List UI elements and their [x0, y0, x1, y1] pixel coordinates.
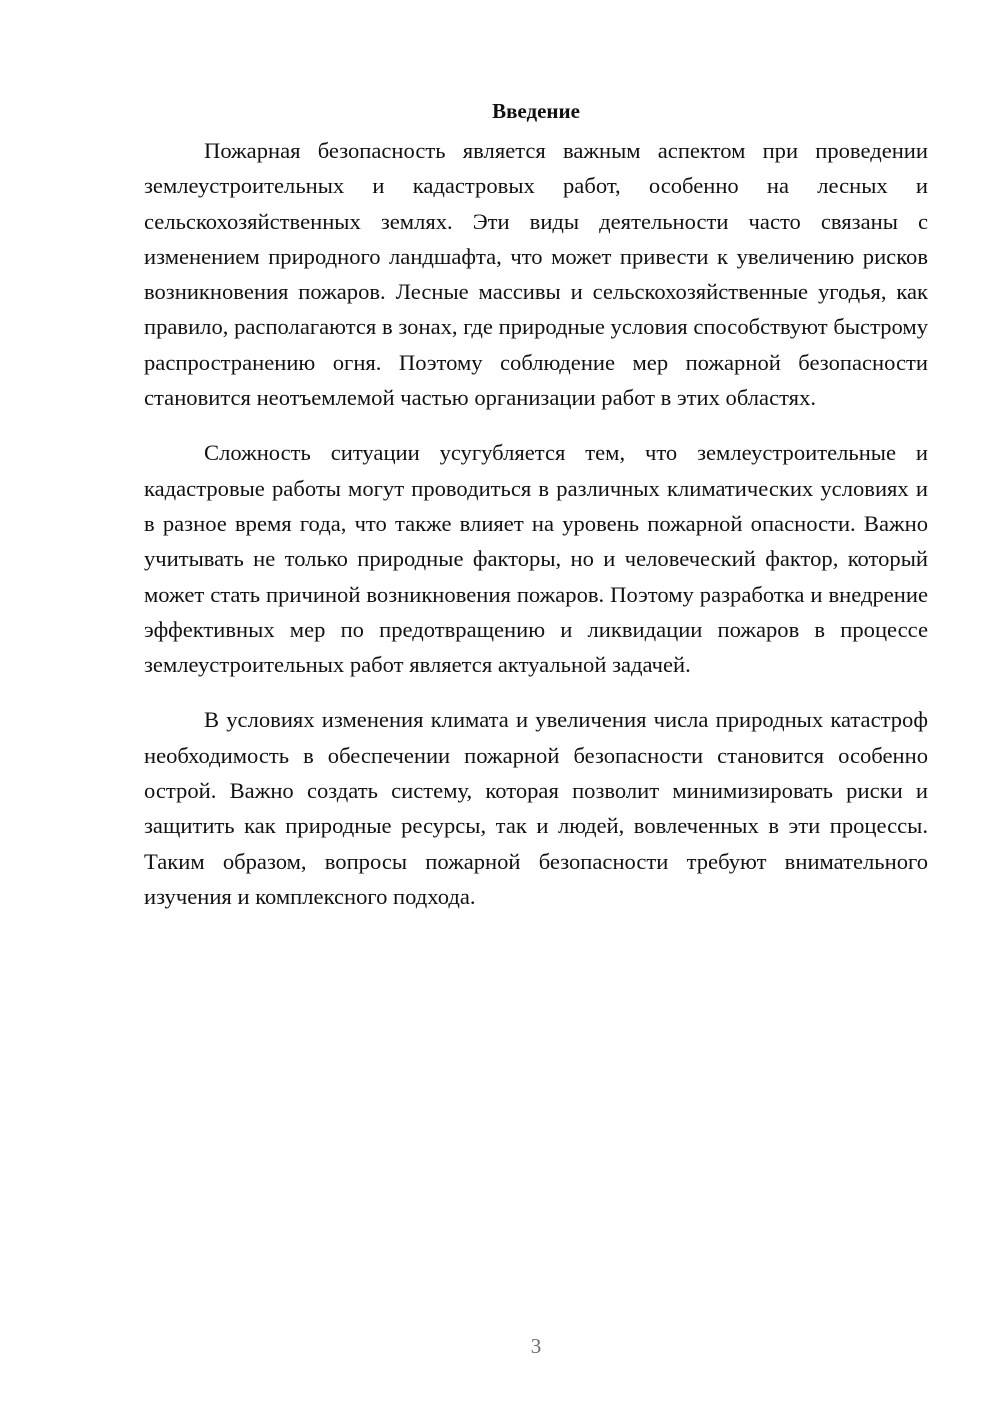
paragraph-2: Сложность ситуации усугубляется тем, что землеустроительные и кадастровые работы могут проводиться в различных климатических условиях и в разное время года, что также влияет на уровень пожарной опасности. Важно учитывать не только природные факторы, но и человеческий фактор, который может стать причиной возникновения пожаров. Поэтому разработка и внедрение эффективных мер по предотвращению и ликвидации пожаров в процессе землеустроительных работ является актуальной задачей. [144, 440, 928, 678]
section-heading: Введение [492, 99, 580, 123]
page-content [144, 95, 928, 914]
paragraph-1: Пожарная безопасность является важным аспектом при проведении землеустроительных и кадастровых работ, особенно на лесных и сельскохозяйственных землях. Эти виды деятельности часто связаны с изменением природного ландшафта, что может привести к увеличению рисков возникновения пожаров. Лесные массивы и сельскохозяйственные угодья, как правило, располагаются в зонах, где природные условия способствуют быстрому распространению огня. Поэтому соблюдение мер пожарной безопасности становится неотъемлемой частью организации работ в этих областях. [144, 138, 928, 411]
paragraph-3: В условиях изменения климата и увеличения числа природных катастроф необходимость в обеспечении пожарной безопасности становится особенно острой. Важно создать систему, которая позволит минимизировать риски и защитить как природные ресурсы, так и людей, вовлеченных в эти процессы. Таким образом, вопросы пожарной безопасности требуют внимательного изучения и комплексного подхода. [144, 707, 928, 909]
page-number: 3 [530, 1334, 542, 1358]
